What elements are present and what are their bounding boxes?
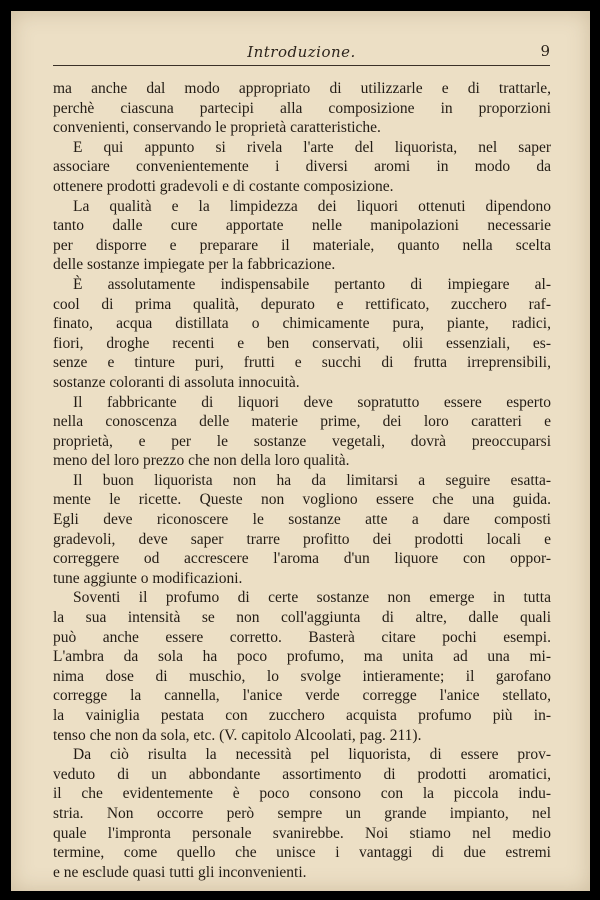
text-line: Egli deve riconoscere le sostanze atte a dare composti xyxy=(53,511,551,529)
text-line: È assolutamente indispensabile pertanto di impiegare al- xyxy=(73,275,551,293)
text-line: Soventi il profumo di certe sostanze non emerge in tutta xyxy=(73,589,551,607)
text-line: la sua intensità se non coll'aggiunta di altre, dalle quali xyxy=(53,609,551,627)
text-line: tanto dalle cure apportate nelle manipolazioni necessarie xyxy=(53,217,551,235)
text-line: può anche essere corretto. Basterà citare pochi esempi. xyxy=(53,628,551,646)
text-line: perchè ciascuna partecipi alla composizione in proporzioni xyxy=(53,99,551,117)
text-line: convenienti, conservando le proprietà caratteristiche. xyxy=(53,119,381,137)
text-line: Il fabbricante di liquori deve sopratutto essere esperto xyxy=(73,393,551,411)
text-line: veduto di un abbondante assortimento di prodotti aromatici, xyxy=(53,765,551,783)
page-number: 9 xyxy=(540,42,550,60)
text-line: proprietà, e per le sostanze vegetali, dovrà preoccuparsi xyxy=(53,432,551,450)
text-line: fiori, droghe recenti e ben conservati, olii essenziali, es- xyxy=(53,334,551,352)
body-text xyxy=(53,79,551,882)
text-line: il che evidentemente è poco consono con la piccola indu- xyxy=(53,785,551,803)
text-line: Il buon liquorista non ha da limitarsi a seguire esatta- xyxy=(73,471,551,489)
text-line: senze e tinture puri, frutti e succhi di frutta irreprensibili, xyxy=(53,354,551,372)
text-line: quale l'impronta personale svanirebbe. Noi stiamo nel medio xyxy=(53,824,551,842)
book-page xyxy=(11,11,590,891)
text-line: corregge la cannella, l'anice verde corregge l'anice stellato, xyxy=(53,687,551,705)
text-line: e ne esclude quasi tutti gli inconvenienti. xyxy=(53,863,307,881)
text-line: correggere od accrescere l'aroma d'un liquore con oppor- xyxy=(53,550,551,568)
text-line: sostanze coloranti di assoluta innocuità. xyxy=(53,373,300,391)
text-line: gradevoli, deve saper trarre profitto dei prodotti locali e xyxy=(53,530,551,548)
text-line: La qualità e la limpidezza dei liquori ottenuti dipendono xyxy=(73,197,551,215)
text-line: delle sostanze impiegate per la fabbricazione. xyxy=(53,256,336,274)
text-line: la vainiglia pestata con zucchero acquista profumo più in- xyxy=(53,707,551,724)
chapter-title: Introduzione. xyxy=(247,43,356,61)
text-line: nella conoscenza delle materie prime, dei loro caratteri e xyxy=(53,413,551,431)
text-line: nima dose di muschio, lo svolge intieramente; il garofano xyxy=(53,667,551,685)
text-line: cool di prima qualità, depurato e rettificato, zucchero raf- xyxy=(53,295,551,313)
text-line: stria. Non occorre però sempre un grande impianto, nel xyxy=(53,804,551,822)
text-line: E qui appunto si rivela l'arte del liquorista, nel saper xyxy=(73,138,551,156)
text-line: per disporre e preparare il materiale, quanto nella scelta xyxy=(53,236,551,254)
text-line: Da ciò risulta la necessità pel liquorista, di essere prov- xyxy=(73,746,551,764)
text-line: ma anche dal modo appropriato di utilizzarle e di trattarle, xyxy=(53,80,551,97)
text-line: ottenere prodotti gradevoli e di costante composizione. xyxy=(53,177,394,195)
text-line: mente le ricette. Queste non vogliono essere che una guida. xyxy=(53,491,551,509)
text-line: tenso che non da sola, etc. (V. capitolo Alcoolati, pag. 211). xyxy=(53,726,422,744)
text-line: tune aggiunte o modificazioni. xyxy=(53,569,243,587)
running-header xyxy=(53,39,550,66)
text-line: termine, come quello che unisce i vantaggi di due estremi xyxy=(53,844,551,862)
text-line: L'ambra da sola ha poco profumo, ma unita ad una mi- xyxy=(53,648,551,666)
text-line: finato, acqua distillata o chimicamente pura, piante, radici, xyxy=(53,315,551,333)
text-line: associare convenientemente i diversi aromi in modo da xyxy=(53,158,551,176)
text-line: meno del loro prezzo che non della loro qualità. xyxy=(53,452,350,470)
